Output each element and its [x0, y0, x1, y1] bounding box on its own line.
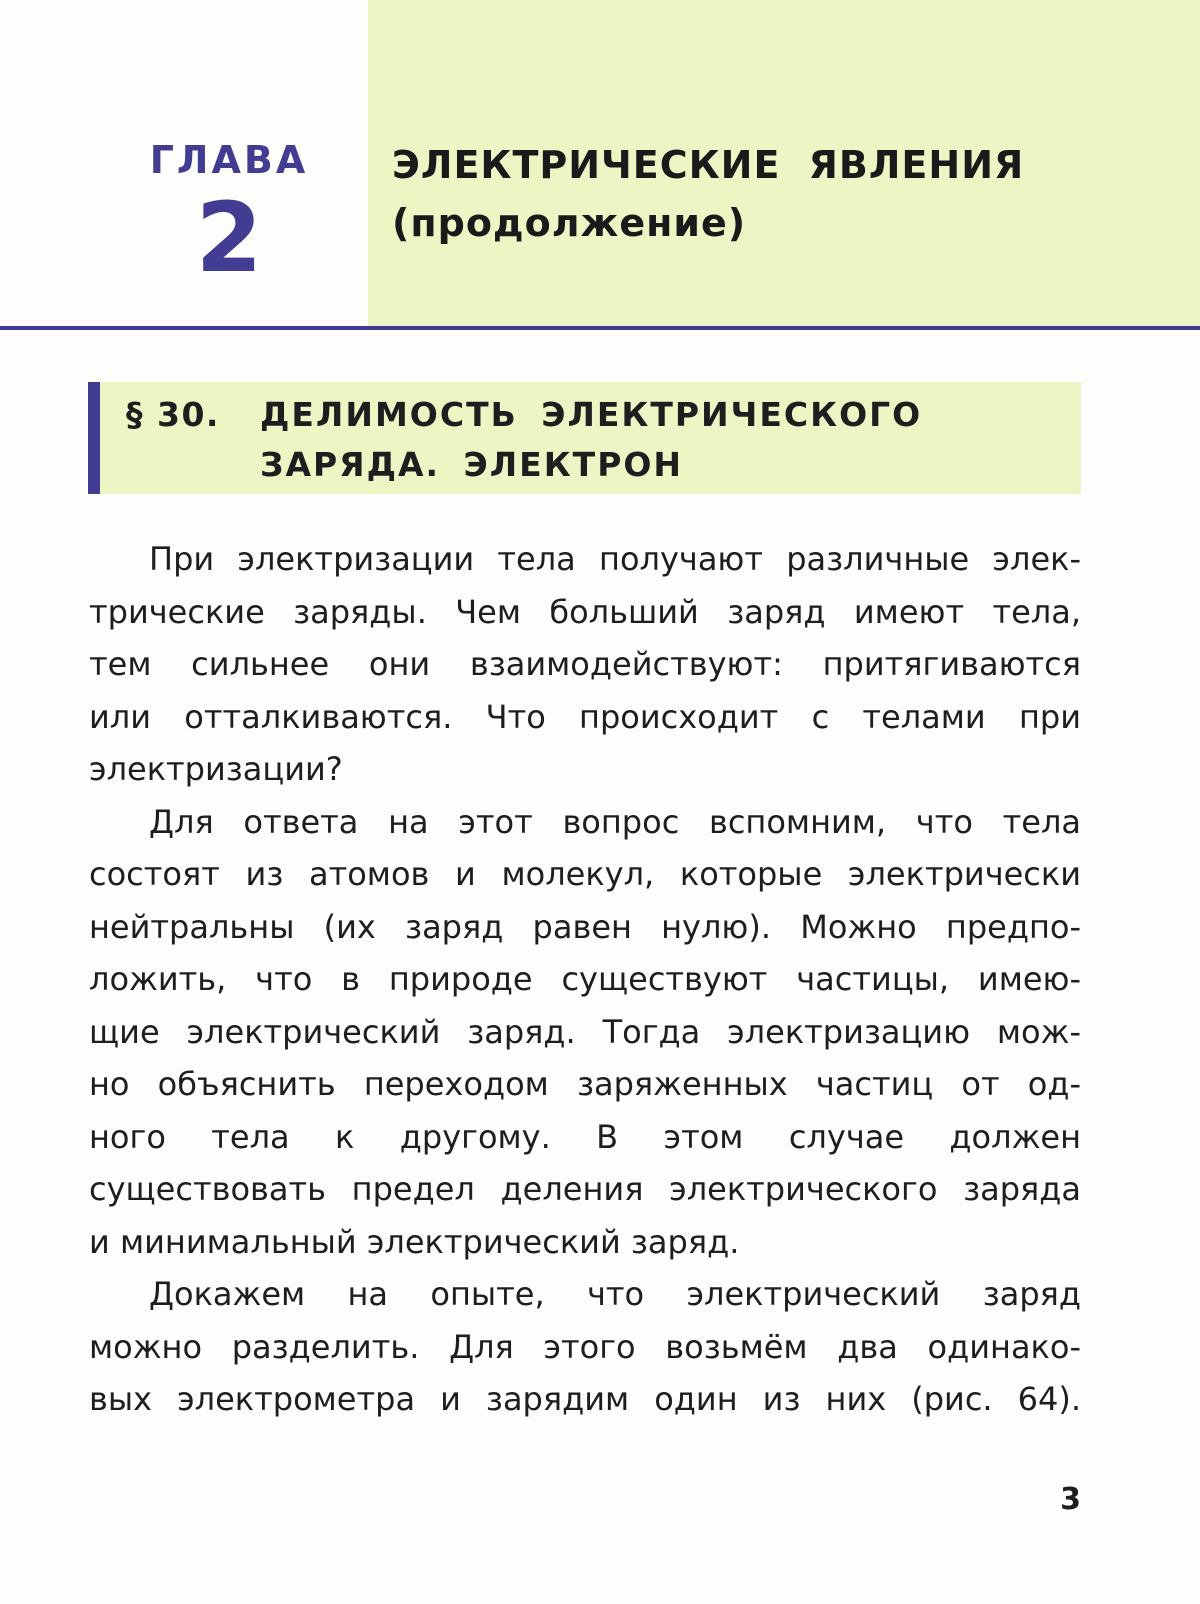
- text-line: состоят из атомов и молекул, которые электрически: [89, 855, 1081, 893]
- text-line: или отталкиваются. Что происходит с телами при: [89, 697, 1081, 736]
- text-line: При электризации тела получают различные элек-: [149, 540, 1081, 578]
- body-text: [89, 533, 1081, 1426]
- section-accent-bar: [88, 382, 100, 494]
- section-number: § 30.: [126, 395, 220, 434]
- section-title-line2: ЗАРЯДА. ЭЛЕКТРОН: [260, 445, 684, 484]
- text-line: ложить, что в природе существуют частицы, имею-: [89, 960, 1081, 998]
- chapter-title-line2: (продолжение): [392, 201, 747, 245]
- section-heading: [88, 382, 1081, 494]
- text-line: Докажем на опыте, что электрический заряд: [149, 1275, 1081, 1313]
- text-line: тем сильнее они взаимодействуют: притягиваются: [89, 645, 1081, 683]
- chapter-divider: [0, 326, 1200, 330]
- text-line: электризации?: [89, 750, 343, 788]
- text-line: вых электрометра и зарядим один из них (рис. 64).: [89, 1380, 1081, 1418]
- text-line: но объяснить переходом заряженных частиц от од-: [89, 1065, 1081, 1103]
- chapter-number: 2: [195, 182, 263, 294]
- section-title: [260, 390, 922, 490]
- page-number: 3: [1060, 1482, 1081, 1517]
- chapter-title-line1: ЭЛЕКТРИЧЕСКИЕ ЯВЛЕНИЯ: [392, 143, 1025, 187]
- text-line: можно разделить. Для этого возьмём два одинако-: [89, 1327, 1081, 1366]
- text-line: нейтральны (их заряд равен нулю). Можно предпо-: [89, 907, 1081, 946]
- chapter-label: ГЛАВА: [149, 138, 309, 182]
- text-line: и минимальный электрический заряд.: [89, 1222, 740, 1261]
- text-line: ного тела к другому. В этом случае должен: [89, 1117, 1081, 1156]
- text-line: щие электрический заряд. Тогда электризацию мож-: [89, 1012, 1081, 1051]
- text-line: существовать предел деления электрического заряда: [89, 1170, 1081, 1208]
- chapter-title: [392, 136, 1024, 252]
- text-line: Для ответа на этот вопрос вспомним, что тела: [149, 802, 1081, 841]
- section-title-line1: ДЕЛИМОСТЬ ЭЛЕКТРИЧЕСКОГО: [260, 395, 923, 434]
- text-line: трические заряды. Чем больший заряд имеют тела,: [89, 592, 1081, 631]
